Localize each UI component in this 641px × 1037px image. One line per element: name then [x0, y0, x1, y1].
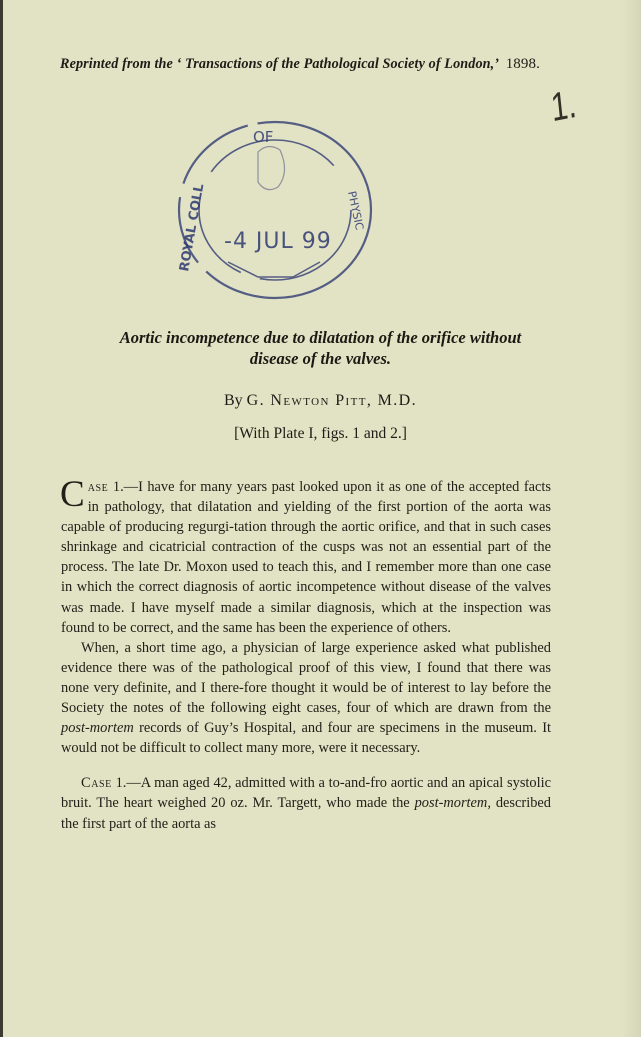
page-shadow	[621, 0, 641, 1037]
reprint-header-year: 1898.	[505, 56, 540, 72]
paragraph-text: When, a short time ago, a physician of large experience asked what published evidence there was of the pathological proof of this view, I found that there was none very definite, and I there-fore thought it would be of interest to lay before the Society the notes of the following eight cases, four of which are drawn from the	[61, 639, 551, 717]
article-body	[60, 474, 551, 834]
case-label: ase	[87, 479, 109, 495]
page-edge	[0, 0, 3, 1037]
article-title-line-1: Aortic incompetence due to dilatation of the orifice without	[119, 328, 522, 347]
paragraph-case-1-intro	[60, 474, 551, 638]
paragraph-text-end: described the first part of the aorta as	[61, 795, 551, 832]
paragraph-italic: post-mortem,	[414, 795, 491, 812]
paragraph-text-end: records of Guy’s Hospital, and four are specimens in the museum. It would not be difficult to collect many more, were it necessary.	[61, 720, 551, 757]
stamp-date: -4 JUL 99	[224, 229, 332, 254]
byline-by: By	[223, 392, 243, 409]
plate-note: [With Plate I, figs. 1 and 2.]	[234, 425, 407, 442]
case-label: Case	[81, 775, 112, 792]
stamp-text-top: OF	[253, 128, 274, 146]
byline	[0, 392, 641, 410]
page-number: 1.	[548, 81, 579, 131]
reprint-header-text: Reprinted from the ‘ Transactions of the Pathological Society of London,’	[60, 56, 499, 72]
stamp-text-left: ROYAL COLL	[177, 182, 208, 273]
drop-cap: C	[60, 474, 85, 515]
reprint-header	[60, 56, 590, 73]
paragraph-case-1-details	[61, 773, 551, 833]
paragraph-text: 1.—A man aged 42, admitted with a to-and-fro aortic and an apical systolic bruit. The heart weighed 20 oz. Mr. Targett, who made the	[61, 775, 551, 812]
article-title	[0, 327, 641, 369]
article-title-line-2: disease of the valves.	[249, 349, 392, 368]
byline-author: G. Newton Pitt, M.D.	[246, 392, 418, 409]
paragraph-evidence	[61, 638, 551, 759]
stamp-text-right: PHYSIC	[345, 189, 367, 232]
paragraph-italic: post-mortem	[61, 720, 134, 737]
library-stamp-icon	[168, 112, 383, 312]
paragraph-text: 1.—I have for many years past looked upon it as one of the accepted facts in pathology, that dilatation and yielding of the first portion of the aorta was capable of producing regurgi-tation through the aortic orifice, and that in such cases shrinkage and cicatricial contraction of the cusps was not an essential part of the process. The late Dr. Moxon used to teach this, and I remember more than one case in which the correct diagnosis of aortic incompetence without disease of the valves was made. I have myself made a similar diagnosis, which at the inspection was found to be correct, and the same has been the experience of others.	[61, 479, 551, 636]
